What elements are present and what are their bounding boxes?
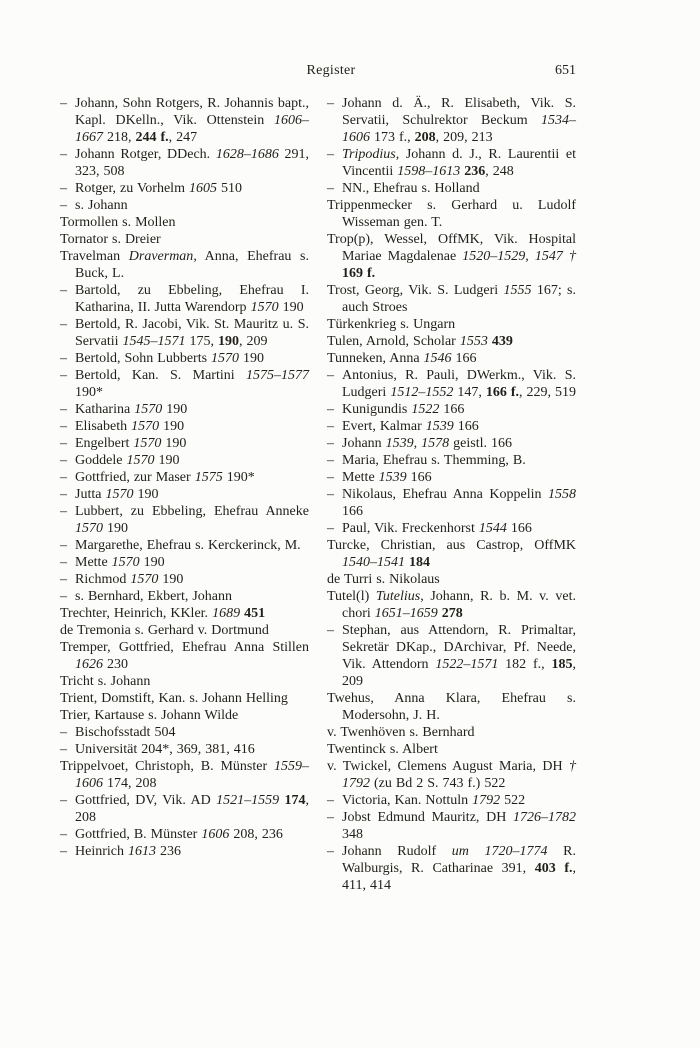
entry-text-italic: 1539 <box>425 419 454 434</box>
index-entry <box>327 520 576 537</box>
entry-dash: – <box>60 487 67 502</box>
entry-page-ref-bold: 439 <box>491 334 513 349</box>
entry-dash: – <box>327 793 334 808</box>
entry-page-ref-bold: 166 f. <box>485 385 519 400</box>
entry-text: Bartold, zu Ebbeling, Ehefrau I. Katharina, II. Jutta Warendorp <box>75 283 309 315</box>
entry-text: 190 <box>159 419 185 434</box>
index-entry <box>60 214 309 231</box>
entry-text-italic: 1628–1686 <box>215 147 279 162</box>
entry-text: Universität 204*, 369, 381, 416 <box>75 742 255 757</box>
index-entry <box>60 758 309 792</box>
running-head <box>60 62 576 79</box>
entry-text-italic: 1606 <box>201 827 230 842</box>
entry-text: , <box>413 436 422 451</box>
entry-text: 190 <box>154 453 180 468</box>
index-entry <box>60 588 309 605</box>
entry-text: Richmod <box>75 572 131 587</box>
entry-text: Mette <box>75 555 112 570</box>
index-entry <box>60 639 309 673</box>
entry-text: Bischofsstadt 504 <box>75 725 176 740</box>
entry-text: , 248 <box>485 164 514 179</box>
entry-dash: – <box>327 402 334 417</box>
entry-text: Margarethe, Ehefrau s. Kerckerinck, M. <box>75 538 301 553</box>
index-entry <box>60 316 309 350</box>
index-entry <box>60 435 309 452</box>
index-entry <box>60 826 309 843</box>
index-entry <box>60 231 309 248</box>
index-entry <box>327 809 576 843</box>
index-entry <box>327 231 576 282</box>
entry-dash: – <box>60 589 67 604</box>
entry-text: Trost, Georg, Vik. S. Ludgeri <box>327 283 504 298</box>
entry-dash: – <box>60 419 67 434</box>
entry-text: 166 <box>439 402 465 417</box>
index-entry <box>327 724 576 741</box>
entry-dash: – <box>60 198 67 213</box>
index-entry <box>327 792 576 809</box>
entry-text: Rotger, zu Vorhelm <box>75 181 189 196</box>
entry-text: Tunneken, Anna <box>327 351 424 366</box>
entry-text: Tremper, Gottfried, Ehefrau Anna Stillen <box>60 640 309 655</box>
entry-text: , Johann d. J., R. Laurentii et Vincentii <box>342 147 576 179</box>
entry-text-italic: 1570 <box>211 351 240 366</box>
entry-text: Johann Rotger, DDech. <box>75 147 216 162</box>
index-entry <box>327 843 576 894</box>
entry-page-ref-bold: 278 <box>441 606 463 621</box>
index-entry <box>60 418 309 435</box>
index-entry <box>327 452 576 469</box>
entry-dash: – <box>60 147 67 162</box>
entry-text: 167; s. auch Stroes <box>342 283 576 315</box>
entry-dash: – <box>60 844 67 859</box>
index-entry <box>60 673 309 690</box>
entry-text-italic: 1546 <box>423 351 452 366</box>
index-entry <box>327 350 576 367</box>
entry-text: 190 <box>158 572 184 587</box>
entry-text-italic: um 1720–1774 <box>451 844 548 859</box>
entry-page-ref-bold: 208 <box>414 130 436 145</box>
index-entry <box>60 248 309 282</box>
entry-text: Türkenkrieg s. Ungarn <box>327 317 456 332</box>
entry-dash: – <box>327 453 334 468</box>
entry-text: 190* <box>75 385 103 400</box>
entry-text: , 411, 414 <box>342 861 576 893</box>
entry-page-ref-bold: 244 f. <box>135 130 169 145</box>
entry-text: , 209 <box>342 657 576 689</box>
entry-text: Tormollen s. Mollen <box>60 215 176 230</box>
entry-text-italic: 1598–1613 <box>397 164 461 179</box>
entry-text: Mette <box>342 470 379 485</box>
entry-text: Trier, Kartause s. Johann Wilde <box>60 708 239 723</box>
entry-text: 522 <box>500 793 526 808</box>
entry-page-ref-bold: 169 f. <box>342 266 376 281</box>
entry-text-italic: 1726–1782 <box>513 810 576 825</box>
index-entry <box>327 282 576 316</box>
entry-text-italic: 1570 <box>130 572 159 587</box>
entry-text-italic: 1605 <box>188 181 217 196</box>
entry-text-italic: † 1792 <box>342 759 576 791</box>
entry-text-italic: 1613 <box>127 844 156 859</box>
entry-text: 348 <box>342 827 363 842</box>
entry-text: Tutel(l) <box>327 589 376 604</box>
entry-text: 190 <box>161 436 187 451</box>
index-entry <box>327 588 576 622</box>
entry-text: Stephan, aus Attendorn, R. Primaltar, Sekretär DKap., DArchivar, Pf. Neede, Vik. Attendorn <box>342 623 576 672</box>
entry-text: Evert, Kalmar <box>342 419 426 434</box>
entry-page-ref-bold: 185 <box>551 657 573 672</box>
entry-text: Johann Rudolf <box>342 844 452 859</box>
entry-text: de Tremonia s. Gerhard v. Dortmund <box>60 623 269 638</box>
entry-text: v. Twenhöven s. Bernhard <box>327 725 475 740</box>
entry-text: Twentinck s. Albert <box>327 742 438 757</box>
page-number: 651 <box>555 63 576 78</box>
entry-text-italic: 1540–1541 <box>342 555 405 570</box>
entry-text: , <box>525 249 535 264</box>
index-entry <box>327 367 576 401</box>
entry-text: 166 <box>342 504 363 519</box>
entry-text: Twehus, Anna Klara, Ehefrau s. Modersohn, J. H. <box>327 691 576 723</box>
entry-text: 166 <box>506 521 532 536</box>
entry-text: Turcke, Christian, aus Castrop, OffMK <box>327 538 576 553</box>
entry-text: s. Bernhard, Ekbert, Johann <box>75 589 233 604</box>
entry-text: , 208 <box>75 793 310 825</box>
entry-text: Travelman <box>60 249 129 264</box>
entry-text-italic: 1544 <box>478 521 507 536</box>
entry-text-italic: 1570 <box>250 300 279 315</box>
index-entry <box>327 95 576 146</box>
index-entry <box>327 741 576 758</box>
entry-dash: – <box>60 742 67 757</box>
entry-text-italic: 1558 <box>548 487 576 502</box>
left-column <box>60 95 309 894</box>
entry-text: Katharina <box>75 402 135 417</box>
entry-text: Bertold, Kan. S. Martini <box>75 368 246 383</box>
entry-text-italic: 1534–1606 <box>342 113 576 145</box>
index-entry <box>60 197 309 214</box>
entry-page-ref-bold: 184 <box>409 555 430 570</box>
entry-text-italic: 1555 <box>503 283 532 298</box>
entry-text-italic: Tutelius <box>375 589 421 604</box>
entry-text: 291, 323, 508 <box>75 147 310 179</box>
entry-text-italic: 1553 <box>459 334 488 349</box>
entry-text: Trippenmecker s. Gerhard u. Ludolf Wisseman gen. T. <box>327 198 576 230</box>
entry-dash: – <box>60 436 67 451</box>
entry-dash: – <box>60 555 67 570</box>
entry-dash: – <box>60 470 67 485</box>
entry-dash: – <box>60 572 67 587</box>
index-entry <box>60 690 309 707</box>
entry-text: 190 <box>103 521 128 536</box>
index-entry <box>60 180 309 197</box>
entry-text: 175, <box>185 334 219 349</box>
index-entry <box>327 418 576 435</box>
entry-text: , Johann, R. b. M. v. vet. chori <box>342 589 576 621</box>
index-entry <box>60 724 309 741</box>
index-entry <box>60 571 309 588</box>
entry-text: , 247 <box>168 130 198 145</box>
index-entry <box>327 316 576 333</box>
entry-text: Gottfried, zur Maser <box>75 470 195 485</box>
index-entry <box>60 350 309 367</box>
entry-text: NN., Ehefrau s. Holland <box>342 181 480 196</box>
entry-text: 208, 236 <box>229 827 283 842</box>
entry-text-italic: 1570 <box>133 436 162 451</box>
entry-text-italic: 1559–1606 <box>75 759 309 791</box>
entry-text: (zu Bd 2 S. 743 f.) 522 <box>370 776 506 791</box>
index-entry <box>60 452 309 469</box>
entry-text: Jutta <box>75 487 106 502</box>
entry-text: Gottfried, DV, Vik. AD <box>75 793 217 808</box>
entry-text-italic: 1792 <box>472 793 501 808</box>
index-entry <box>60 146 309 180</box>
entry-dash: – <box>60 317 67 332</box>
entry-text-italic: 1575 <box>194 470 223 485</box>
entry-text-italic: 1521–1559 <box>216 793 280 808</box>
entry-text: Heinrich <box>75 844 128 859</box>
entry-dash: – <box>60 351 67 366</box>
entry-dash: – <box>60 504 67 519</box>
entry-text: 190 <box>133 487 159 502</box>
entry-text: 236 <box>155 844 181 859</box>
index-entry <box>60 469 309 486</box>
entry-text-italic: 1575–1577 <box>246 368 309 383</box>
entry-text: Goddele <box>75 453 127 468</box>
entry-text-italic: 1570 <box>111 555 140 570</box>
entry-text-italic: 1522 <box>411 402 440 417</box>
entry-text: s. Johann <box>75 198 128 213</box>
entry-text: 174, 208 <box>103 776 157 791</box>
entry-dash: – <box>327 368 334 383</box>
entry-text: Victoria, Kan. Nottuln <box>342 793 473 808</box>
entry-text: Tricht s. Johann <box>60 674 151 689</box>
entry-text: Antonius, R. Pauli, DWerkm., Vik. S. Ludgeri <box>342 368 576 400</box>
entry-text: Trippelvoet, Christoph, B. Münster <box>60 759 274 774</box>
index-entry <box>327 690 576 724</box>
entry-dash: – <box>327 487 334 502</box>
entry-text: Bertold, Sohn Lubberts <box>75 351 212 366</box>
page-header-title: Register <box>306 63 356 78</box>
entry-dash: – <box>327 96 334 111</box>
entry-text: Johann d. Ä., R. Elisabeth, Vik. S. Servatii, Schulrektor Beckum <box>342 96 576 128</box>
entry-text: Johann <box>342 436 386 451</box>
entry-text: Trient, Domstift, Kan. s. Johann Helling <box>60 691 288 706</box>
entry-text-italic: 1689 <box>212 606 241 621</box>
index-entry <box>327 758 576 792</box>
entry-dash: – <box>327 623 334 638</box>
entry-text: , 209, 213 <box>435 130 493 145</box>
entry-text: 166 <box>453 419 479 434</box>
entry-text: 166 <box>451 351 477 366</box>
index-entry <box>327 146 576 180</box>
entry-text-italic: 1606–1667 <box>75 113 309 145</box>
entry-text: de Turri s. Nikolaus <box>327 572 440 587</box>
index-entry <box>60 95 309 146</box>
entry-dash: – <box>60 793 67 808</box>
entry-text-italic: Draverman <box>128 249 194 264</box>
entry-text-italic: 1545–1571 <box>122 334 186 349</box>
entry-text-italic: 1651–1659 <box>374 606 438 621</box>
entry-text: , 229, 519 <box>519 385 576 400</box>
entry-text: 230 <box>103 657 128 672</box>
entry-text: 182 f., <box>498 657 552 672</box>
index-entry <box>60 707 309 724</box>
index-entry <box>327 197 576 231</box>
entry-text-italic: Tripodius <box>342 147 396 162</box>
entry-text: 218, <box>103 130 136 145</box>
index-entry <box>327 401 576 418</box>
index-entry <box>60 282 309 316</box>
entry-text: Maria, Ehefrau s. Themming, B. <box>342 453 526 468</box>
entry-text: Trop(p), Wessel, OffMK, Vik. Hospital Mariae Magdalenae <box>327 232 576 264</box>
entry-dash: – <box>60 538 67 553</box>
entry-text: Tornator s. Dreier <box>60 232 161 247</box>
entry-text: 173 f., <box>370 130 415 145</box>
index-entry <box>327 571 576 588</box>
entry-text: 166 <box>406 470 432 485</box>
entry-text: geistl. 166 <box>449 436 513 451</box>
index-entry <box>327 469 576 486</box>
entry-text-italic: 1578 <box>421 436 450 451</box>
index-entry <box>327 180 576 197</box>
entry-dash: – <box>60 96 67 111</box>
index-entry <box>60 554 309 571</box>
index-entry <box>60 486 309 503</box>
index-entry <box>60 367 309 401</box>
entry-text: 190 <box>239 351 265 366</box>
index-entry <box>60 537 309 554</box>
entry-text: Johann, Sohn Rotgers, R. Johannis bapt., Kapl. DKelln., Vik. Ottenstein <box>75 96 309 128</box>
entry-page-ref-bold: 403 f. <box>534 861 573 876</box>
entry-dash: – <box>60 453 67 468</box>
entry-dash: – <box>60 283 67 298</box>
entry-dash: – <box>60 402 67 417</box>
entry-page-ref-bold: 174 <box>284 793 306 808</box>
entry-text-italic: 1570 <box>105 487 134 502</box>
index-entry <box>327 486 576 520</box>
index-entry <box>327 333 576 350</box>
index-entry <box>327 435 576 452</box>
entry-text: 190 <box>139 555 165 570</box>
index-entry <box>60 792 309 826</box>
entry-page-ref-bold: 236 <box>464 164 486 179</box>
entry-text: , 209 <box>239 334 268 349</box>
entry-page-ref-bold: 451 <box>244 606 266 621</box>
entry-dash: – <box>60 827 67 842</box>
entry-text: Jobst Edmund Mauritz, DH <box>342 810 513 825</box>
index-entry <box>327 622 576 690</box>
entry-text: Tulen, Arnold, Scholar <box>327 334 460 349</box>
entry-text-italic: 1539 <box>378 470 407 485</box>
entry-dash: – <box>60 181 67 196</box>
entry-text: Gottfried, B. Münster <box>75 827 202 842</box>
entry-text: Bertold, R. Jacobi, Vik. St. Mauritz u. S. Servatii <box>75 317 309 349</box>
entry-text-italic: 1570 <box>134 402 163 417</box>
entry-text: v. Twickel, Clemens August Maria, DH <box>327 759 569 774</box>
right-column <box>327 95 576 894</box>
entry-dash: – <box>327 419 334 434</box>
index-entry <box>60 503 309 537</box>
entry-text-italic: 1626 <box>75 657 103 672</box>
entry-text: Nikolaus, Ehefrau Anna Koppelin <box>342 487 548 502</box>
entry-text: Elisabeth <box>75 419 132 434</box>
entry-page-ref-bold: 190 <box>218 334 240 349</box>
entry-text-italic: 1539 <box>385 436 414 451</box>
entry-text: Kunigundis <box>342 402 412 417</box>
entry-text: , Anna, Ehefrau s. Buck, L. <box>75 249 309 281</box>
index-entry <box>60 741 309 758</box>
entry-text-italic: 1512–1552 <box>390 385 454 400</box>
entry-text: 147, <box>453 385 486 400</box>
index-entry <box>327 537 576 571</box>
entry-text: 510 <box>216 181 242 196</box>
entry-text-italic: 1570 <box>126 453 155 468</box>
entry-text: Lubbert, zu Ebbeling, Ehefrau Anneke <box>75 504 309 519</box>
entry-text-italic: 1522–1571 <box>435 657 499 672</box>
entry-text: Paul, Vik. Freckenhorst <box>342 521 479 536</box>
entry-text: Engelbert <box>75 436 134 451</box>
entry-dash: – <box>60 368 67 383</box>
entry-text: R. Walburgis, R. Catharinae 391, <box>342 844 576 876</box>
entry-dash: – <box>327 844 334 859</box>
entry-text-italic: 1570 <box>75 521 103 536</box>
index-entry <box>60 605 309 622</box>
entry-dash: – <box>327 470 334 485</box>
entry-text-italic: 1547 † <box>534 249 576 264</box>
entry-text: Trechter, Heinrich, KKler. <box>60 606 213 621</box>
entry-dash: – <box>60 725 67 740</box>
entry-dash: – <box>327 147 334 162</box>
entry-dash: – <box>327 810 334 825</box>
entry-text: 190* <box>222 470 255 485</box>
entry-text: 190 <box>162 402 188 417</box>
entry-text-italic: 1570 <box>131 419 160 434</box>
index-entry <box>60 843 309 860</box>
index-columns <box>60 95 576 894</box>
entry-dash: – <box>327 181 334 196</box>
entry-dash: – <box>327 521 334 536</box>
entry-text: 190 <box>278 300 304 315</box>
entry-dash: – <box>327 436 334 451</box>
index-entry <box>60 401 309 418</box>
index-entry <box>60 622 309 639</box>
entry-text-italic: 1520–1529 <box>462 249 526 264</box>
